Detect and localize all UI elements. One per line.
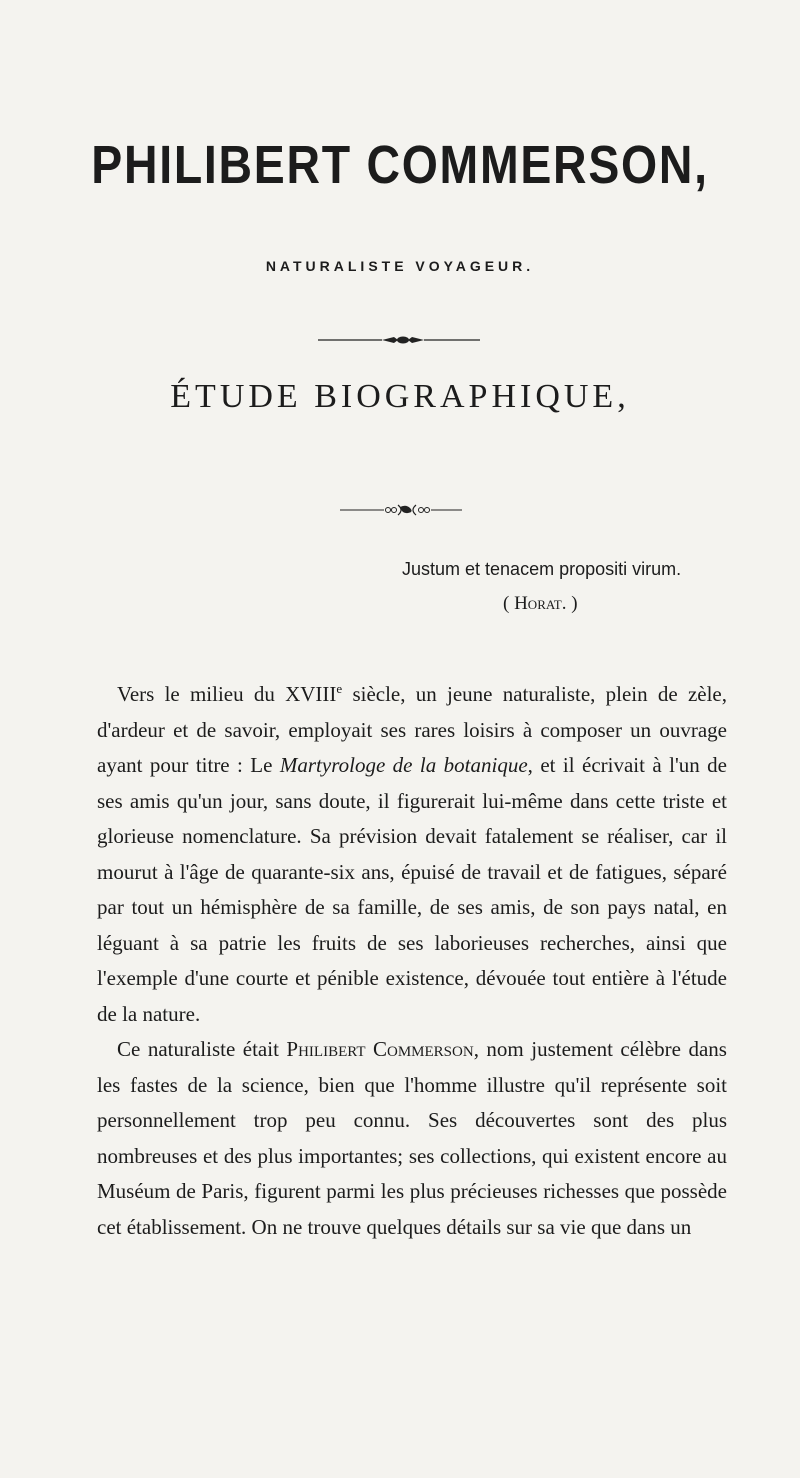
epigraph-quote: Justum et tenacem propositi virum. [402, 559, 682, 579]
ornament-rule-icon [0, 330, 800, 350]
ornament-flourish-icon [0, 500, 800, 520]
paragraph-1: Vers le milieu du XVIIIe siècle, un jeune naturaliste, plein de zèle, d'ardeur et de savoir, employait ses rares loisirs à composer un ouvrage ayant pour titre : Le Martyrologe de la botanique, et il écrivait à l'un de ses amis qu'un jour, sans doute, il figurerait lui-même dans cette triste et glorieuse nomenclature. Sa prévision devait fatalement se réaliser, car il mourut à l'âge de quarante-six ans, épuisé de travail et de fatigues, séparé par tout un hémisphère de sa famille, de ses amis, de son pays natal, en léguant à sa patrie les fruits de ses laborieuses recherches, ainsi que l'exemple d'une courte et pénible existence, dévouée tout entière à l'étude de la nature. [97, 681, 727, 1026]
body-text [97, 671, 727, 1245]
epigraph-attribution: ( Horat. ) [503, 593, 578, 614]
page-title: PHILIBERT COMMERSON, [91, 135, 709, 195]
page-subtitle: NATURALISTE VOYAGEUR. [265, 258, 535, 274]
paragraph-2: Ce naturaliste était Philibert Commerson, nom justement célèbre dans les fastes de la science, bien que l'homme illustre qu'il représente soit personnellement trop peu connu. Ses découvertes sont des plus nombreuses et des plus importantes; ses collections, qui existent encore au Muséum de Paris, figurent parmi les plus précieuses richesses que possède cet établissement. On ne trouve quelques détails sur sa vie que dans un [97, 1037, 727, 1239]
study-heading: ÉTUDE BIOGRAPHIQUE, [170, 378, 630, 415]
